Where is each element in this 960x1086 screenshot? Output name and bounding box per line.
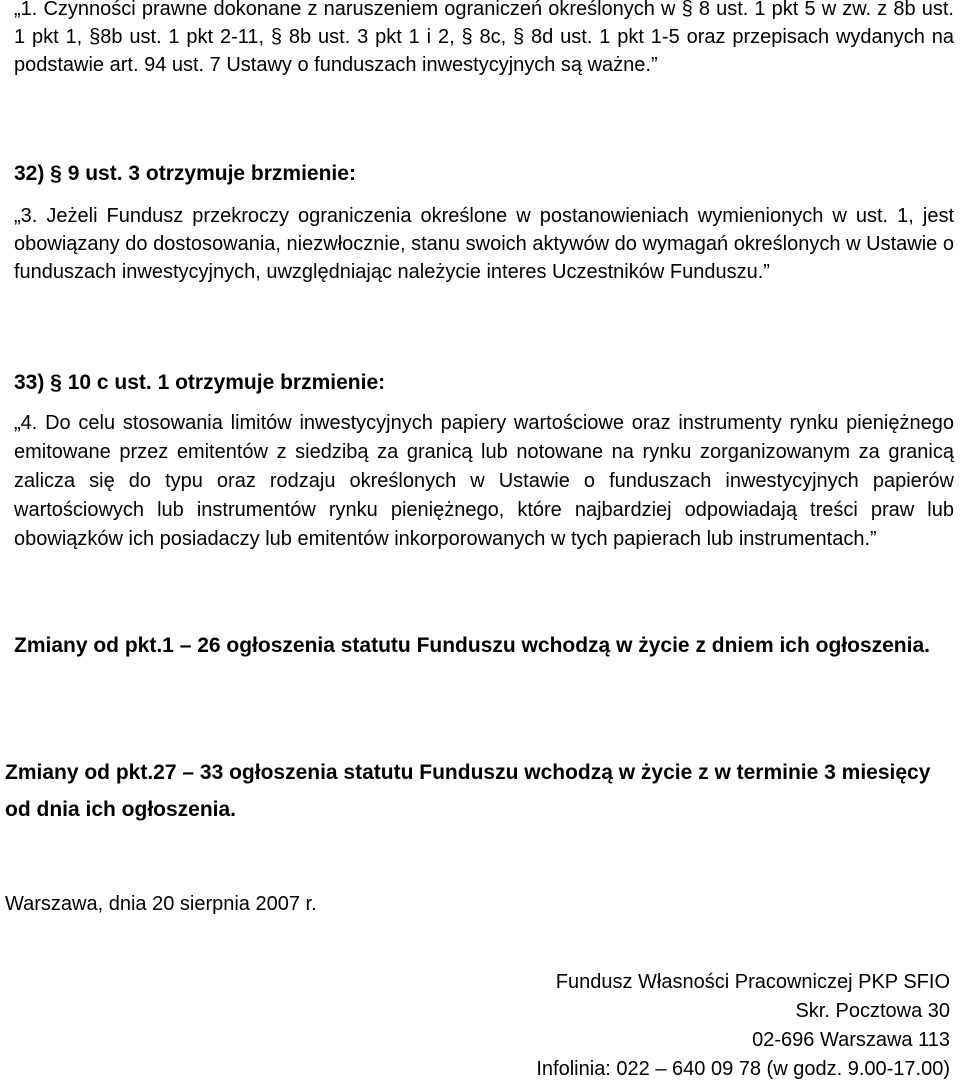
section-33-text: „4. Do celu stosowania limitów inwestycyjnych papiery wartościowe oraz instrumenty rynku pieniężnego emitowane przez emitentów z siedzibą za granicą lub notowane na rynku zorganizowanym za granicą zalicza się do typu oraz rodzaju określonych w Ustawie o funduszach inwestycyjnych papierów wartościowych lub instrumentów rynku pieniężnego, które najbardziej odpowiadają treści praw lub obowiązków ich posiadaczy lub emitentów inkorporowanych w tych papierach lub instrumentach.” (14, 412, 954, 550)
paragraph-1: „1. Czynności prawne dokonane z naruszeniem ograniczeń określonych w § 8 ust. 1 pkt 5 w zw. z 8b ust. 1 pkt 1, §8b ust. 1 pkt 2-11, § 8b ust. 3 pkt 1 i 2, § 8c, § 8d ust. 1 pkt 1-5 oraz przepisach wydanych na podstawie art. 94 ust. 7 Ustawy o funduszach inwestycyjnych są ważne.” (14, 0, 954, 76)
signature-block (430, 968, 950, 1084)
section-32-heading: 32) § 9 ust. 3 otrzymuje brzmienie: (14, 162, 356, 185)
signature-name: Fundusz Własności Pracowniczej PKP SFIO (555, 971, 950, 993)
place-date: Warszawa, dnia 20 sierpnia 2007 r. (5, 893, 317, 915)
section-32-text: „3. Jeżeli Fundusz przekroczy ograniczenia określone w postanowieniach wymienionych w ust. 1, jest obowiązany do dostosowania, niezwłocznie, stanu swoich aktywów do wymagań określonych w Ustawie o funduszach inwestycyjnych, uwzględniając należycie interes Uczestników Funduszu.” (14, 205, 954, 283)
changes-note-1: Zmiany od pkt.1 – 26 ogłoszenia statutu Funduszu wchodzą w życie z dniem ich ogłoszenia. (14, 634, 930, 657)
signature-postal: 02-696 Warszawa 113 (752, 1029, 950, 1051)
section-33-heading: 33) § 10 c ust. 1 otrzymuje brzmienie: (14, 371, 386, 394)
signature-po-box: Skr. Pocztowa 30 (795, 1000, 950, 1022)
signature-infoline: Infolinia: 022 – 640 09 78 (w godz. 9.00-17.00) (536, 1058, 950, 1080)
changes-note-2: Zmiany od pkt.27 – 33 ogłoszenia statutu Funduszu wchodzą w życie z w terminie 3 miesięcy od dnia ich ogłoszenia. (5, 761, 931, 821)
